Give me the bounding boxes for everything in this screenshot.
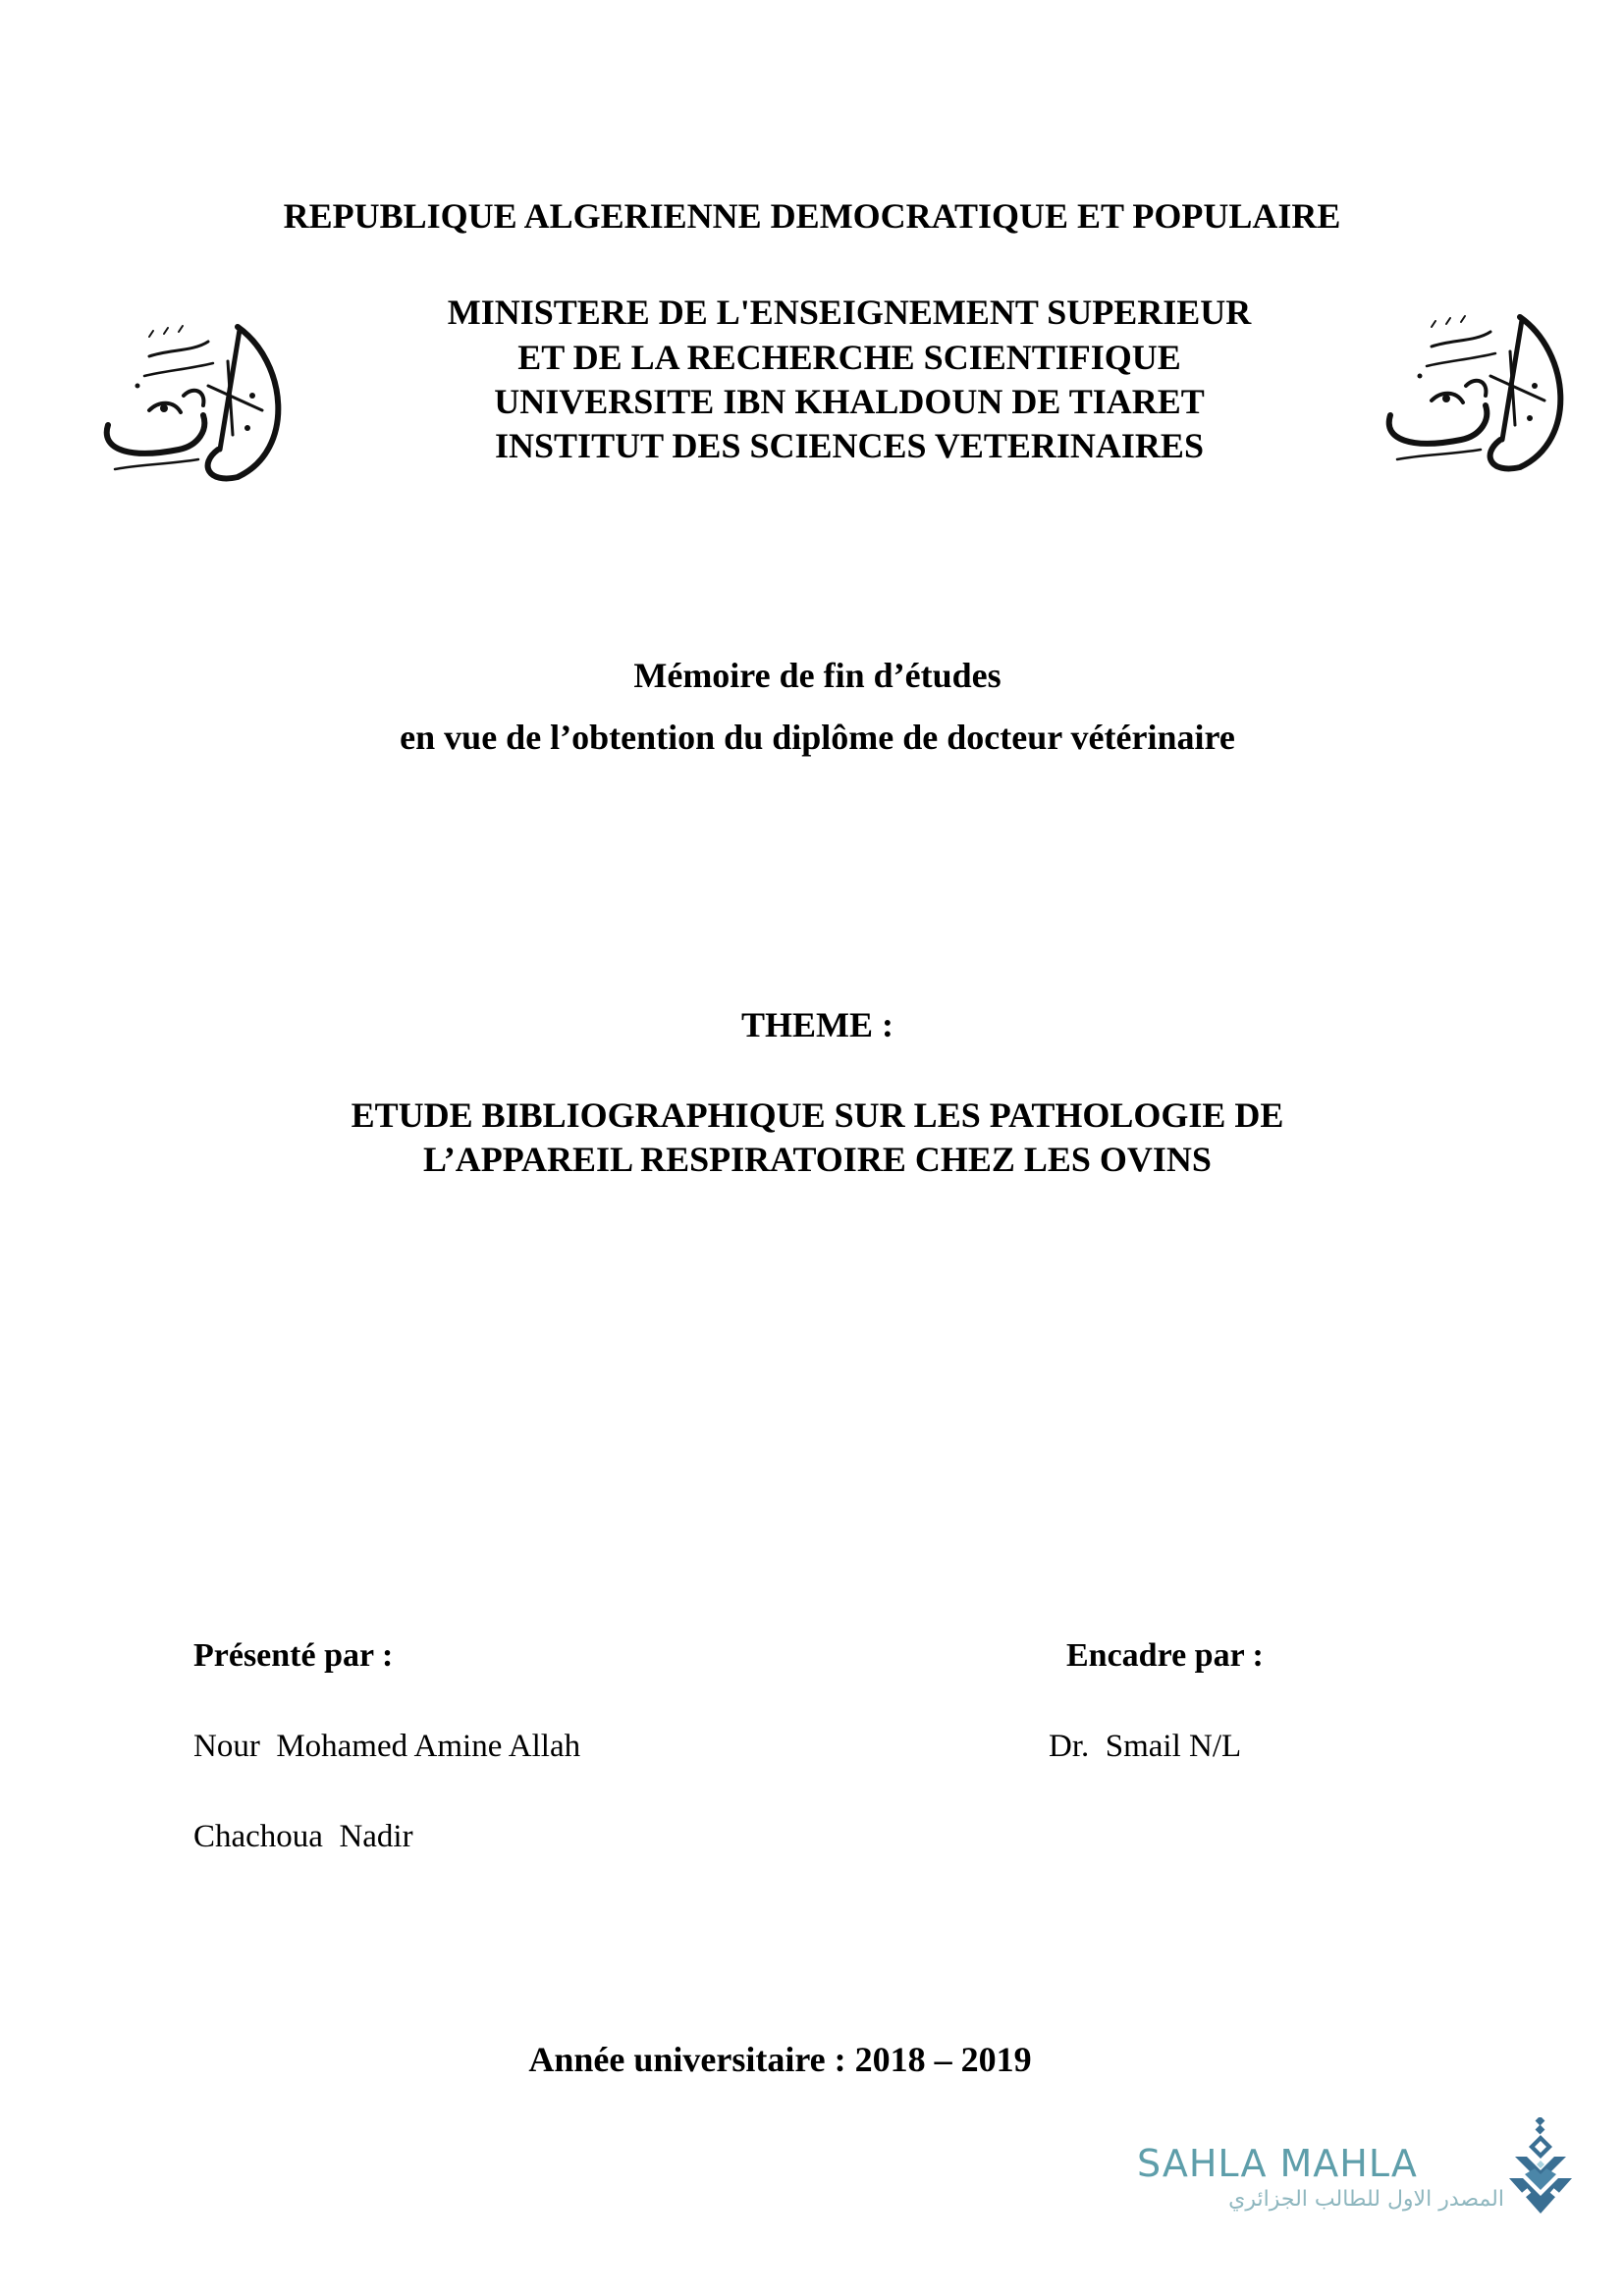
- ministry-line: ET DE LA RECHERCHE SCIENTIFIQUE: [517, 338, 1181, 377]
- university-logo-right: [1373, 293, 1579, 474]
- sahla-mahla-logo-icon: [1505, 2117, 1576, 2216]
- watermark-title: SAHLA MAHLA: [1137, 2142, 1418, 2185]
- supervisor-name: Dr. Smail N/L: [1049, 1729, 1242, 1764]
- watermark-subtitle: المصدر الاول للطالب الجزائري: [1228, 2187, 1504, 2212]
- memoire-title: Mémoire de fin d’études: [633, 656, 1001, 695]
- presented-by-label: Présenté par :: [193, 1637, 394, 1674]
- university-line: UNIVERSITE IBN KHALDOUN DE TIARET: [494, 382, 1205, 421]
- theme-label: THEME :: [740, 1005, 893, 1044]
- academic-year: Année universitaire : 2018 – 2019: [528, 2040, 1032, 2079]
- student-name: Nour Mohamed Amine Allah: [193, 1729, 581, 1764]
- calligraphy-logo-icon: [90, 302, 297, 484]
- sahla-mahla-watermark: [1129, 2115, 1581, 2223]
- institute-line: INSTITUT DES SCIENCES VETERINAIRES: [495, 426, 1204, 465]
- student-name: Chachoua Nadir: [193, 1819, 413, 1854]
- country-heading: REPUBLIQUE ALGERIENNE DEMOCRATIQUE ET POPULAIRE: [283, 196, 1341, 236]
- calligraphy-logo-icon: [1373, 293, 1579, 474]
- thesis-title-line: ETUDE BIBLIOGRAPHIQUE SUR LES PATHOLOGIE DE: [351, 1095, 1284, 1135]
- thesis-title-line: L’APPAREIL RESPIRATOIRE CHEZ LES OVINS: [423, 1140, 1212, 1179]
- memoire-subtitle: en vue de l’obtention du diplôme de docteur vétérinaire: [400, 718, 1235, 757]
- university-logo-left: [90, 302, 297, 484]
- supervised-by-label: Encadre par :: [1066, 1637, 1264, 1674]
- ministry-line: MINISTERE DE L'ENSEIGNEMENT SUPERIEUR: [447, 293, 1252, 332]
